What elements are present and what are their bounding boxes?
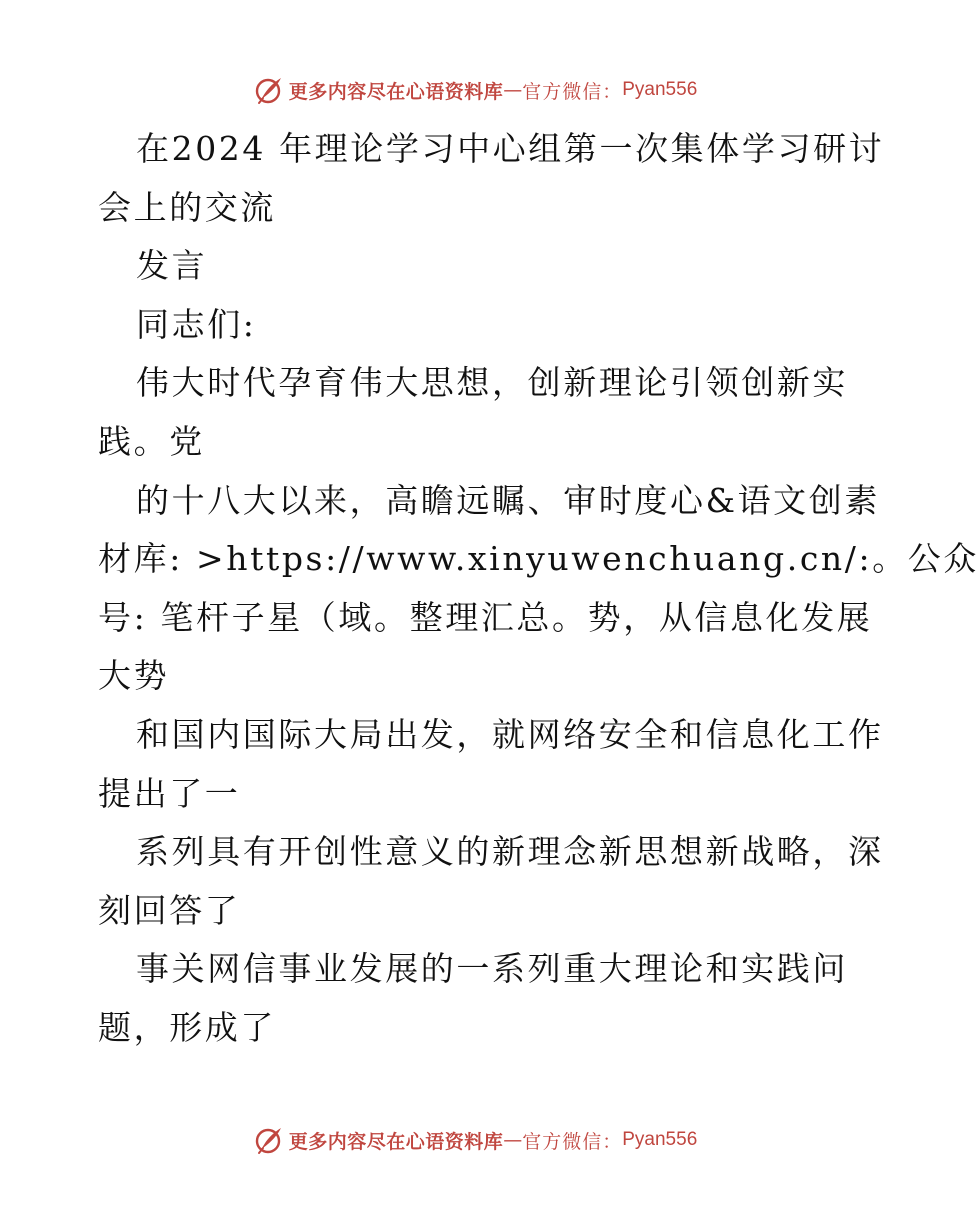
text-line: 发言 (136, 246, 208, 286)
quill-logo-icon (253, 1124, 285, 1156)
text-line: 系列具有开创性意义的新理念新思想新战略，深 (136, 832, 884, 872)
banner-wechat-id: Pyan556 (622, 79, 698, 100)
banner-wechat-id: Pyan556 (622, 1129, 698, 1150)
text-line: 刻回答了 (98, 890, 241, 930)
text-line: 伟大时代孕育伟大思想，创新理论引领创新实 (136, 363, 848, 403)
text-line: 事关网信事业发展的一系列重大理论和实践问 (136, 949, 848, 989)
text-line: 号: 笔杆子星（域。整理汇总。势，从信息化发展 (98, 597, 873, 637)
text-line: 的十八大以来，高瞻远瞩、审时度心&语文创素 (136, 480, 880, 520)
text-line: 题，形成了 (98, 1007, 276, 1047)
text-line: 材库: >https://www.xinyuwenchuang.cn/:。公众 (98, 539, 979, 579)
header-banner (0, 70, 950, 110)
banner-official-label: 官方微信： (522, 1130, 623, 1153)
text-line: 同志们: (136, 304, 257, 344)
text-line: 会上的交流 (98, 187, 276, 227)
text-line: 在2024 年理论学习中心组第一次集体学习研讨 (136, 129, 885, 168)
quill-logo-icon (253, 74, 285, 106)
footer-banner (0, 1120, 950, 1160)
text-line: 践。党 (98, 421, 205, 461)
text-line: 和国内国际大局出发，就网络安全和信息化工作 (136, 714, 884, 754)
document-body (98, 120, 979, 1058)
text-line: 大势 (98, 656, 170, 696)
text-line: 提出了一 (98, 773, 241, 813)
banner-dash: — (503, 79, 523, 101)
banner-official-label: 官方微信： (522, 80, 623, 103)
banner-text: 更多内容尽在心语资料库 (288, 80, 504, 103)
banner-dash: — (503, 1129, 523, 1151)
banner-text: 更多内容尽在心语资料库 (288, 1130, 504, 1153)
